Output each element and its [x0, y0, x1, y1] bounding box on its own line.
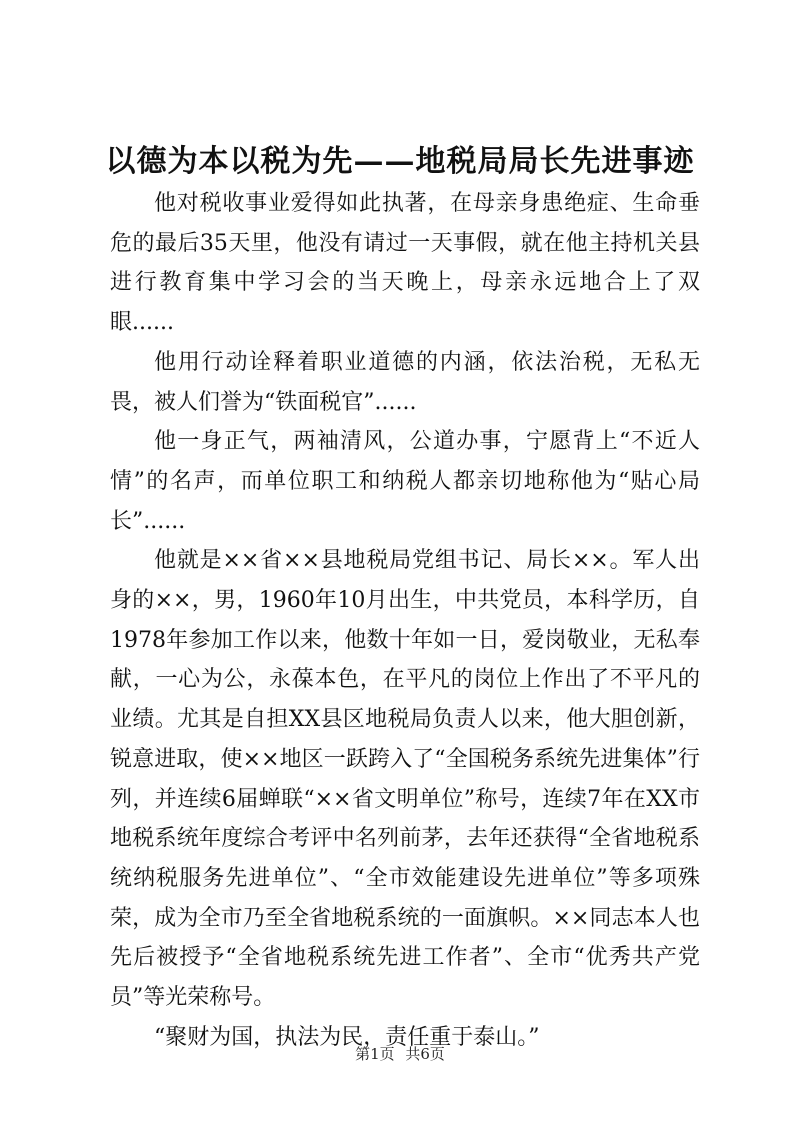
paragraph: “聚财为国，执法为民，责任重于泰山。” — [154, 1024, 540, 1050]
page-footer — [0, 1044, 800, 1064]
page-total: 共6页 — [405, 1045, 445, 1063]
paragraph: 他一身正气，两袖清风，公道办事，宁愿背上“不近人情”的名声，而单位职工和纳税人都亲切地称他为“贴心局长”...... — [110, 429, 700, 534]
paragraph: 他用行动诠释着职业道德的内涵，依法治税，无私无畏，被人们誉为“铁面税官”...... — [110, 349, 700, 415]
paragraph: 他就是××省××县地税局党组书记、局长××。军人出身的××，男，1960年10月出生，中共党员，本科学历，自1978年参加工作以来，他数十年如一日，爱岗敬业，无私奉献，一心为公，永葆本色，在平凡的岗位上作出了不平凡的业绩。尤其是自担XX县区地税局负责人以来，他大胆创新，锐意进取，使××地区一跃跨入了“全国税务系统先进集体”行列，并连续6届蝉联“××省文明单位”称号，连续7年在XX市地税系统年度综合考评中名列前茅，去年还获得“全省地税系统纳税服务先进单位”、“全市效能建设先进单位”等多项殊荣，成为全市乃至全省地税系统的一面旗帜。××同志本人也先后被授予“全省地税系统先进工作者”、全市“优秀共产党员”等光荣称号。 — [110, 548, 700, 1011]
document-body — [110, 184, 700, 1057]
page-number: 第1页 — [355, 1045, 395, 1063]
paragraph: 他对税收事业爱得如此执著，在母亲身患绝症、生命垂危的最后35天里，他没有请过一天事假，就在他主持机关县进行教育集中学习会的当天晚上，母亲永远地合上了双眼...... — [110, 191, 700, 336]
document-title: 以德为本以税为先——地税局局长先进事迹 — [105, 144, 695, 179]
